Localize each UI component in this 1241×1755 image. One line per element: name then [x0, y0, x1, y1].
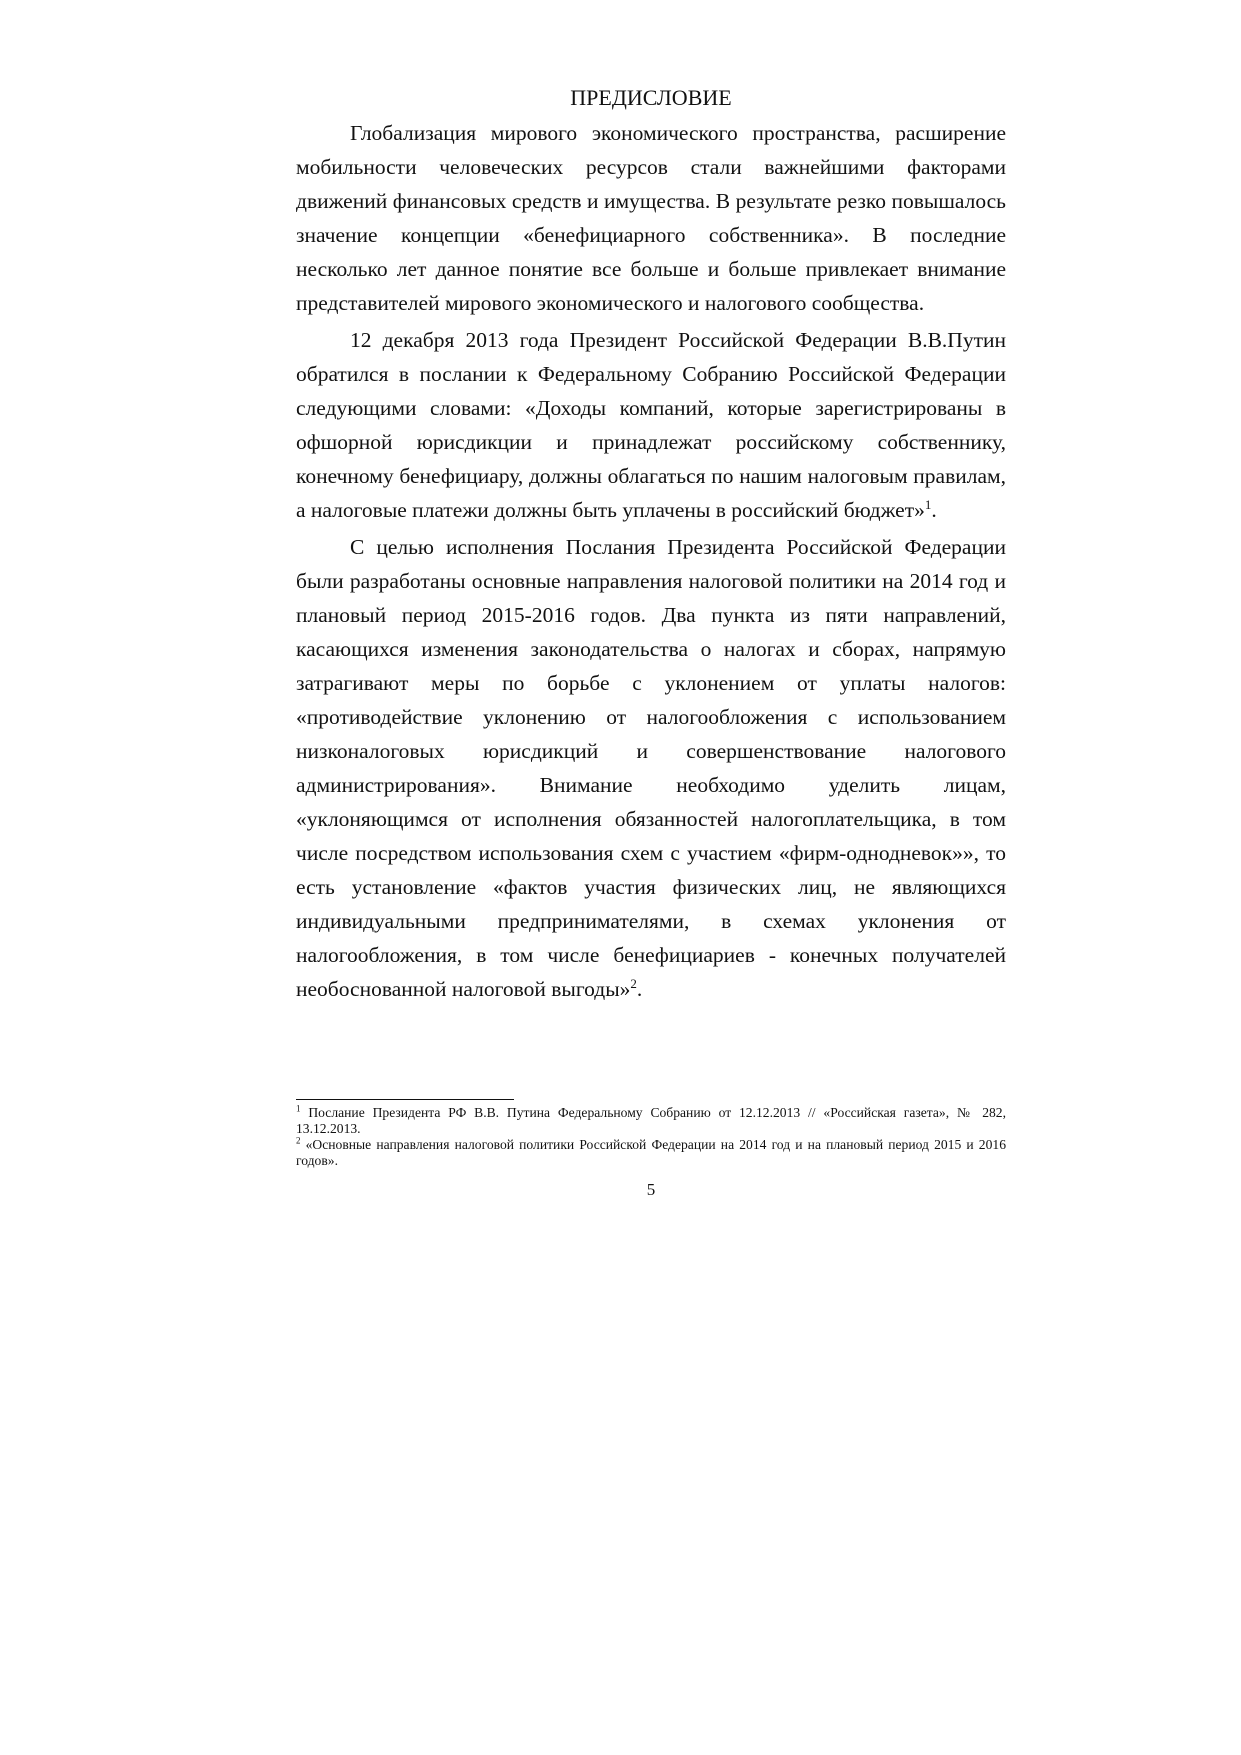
footnote-2 [296, 1137, 1006, 1169]
footnotes [296, 1105, 1006, 1169]
footnote-1-mark: 1 [296, 1103, 301, 1114]
paragraph-3 [296, 530, 1006, 1006]
body-text [296, 116, 1006, 1006]
paragraph-2 [296, 323, 1006, 527]
page-heading: ПРЕДИСЛОВИЕ [570, 85, 732, 110]
footnote-separator [296, 1099, 514, 1100]
paragraph-2-text: 12 декабря 2013 года Президент Российской Федерации В.В.Путин обратился в послании к Федеральному Собранию Российской Федерации следующими словами: «Доходы компаний, которые зарегистрированы в офшорной юрисдикции и принадлежат российскому собственнику, конечному бенефициару, должны облагаться по нашим налоговым правилам, а налоговые платежи должны быть уплачены в российский бюджет» [296, 328, 1006, 522]
paragraph-3-end: . [636, 977, 643, 1001]
paragraph-2-end: . [931, 498, 937, 522]
footnote-ref-2[interactable]: 2 [630, 975, 637, 991]
footnote-1-text: Послание Президента РФ В.В. Путина Федеральному Собранию от 12.12.2013 // «Российская газета», № 282, 13.12.2013. [296, 1105, 1006, 1136]
footnote-2-text: «Основные направления налоговой политики Российской Федерации на 2014 год и на плановый период 2015 и 2016 годов». [296, 1137, 1006, 1168]
page-number: 5 [646, 1180, 656, 1199]
footnote-ref-1[interactable]: 1 [924, 496, 932, 512]
footnote-2-mark: 2 [296, 1135, 301, 1146]
paragraph-1-text: Глобализация мирового экономического пространства, расширение мобильности человеческих ресурсов стали важнейшими факторами движений финансовых средств и имущества. В результате резко повышалось значение концепции «бенефициарного собственника». В последние несколько лет данное понятие все больше и больше привлекает внимание представителей мирового экономического и налогового сообщества. [296, 121, 1006, 315]
paragraph-3-text: С целью исполнения Послания Президента Российской Федерации были разработаны основные направления налоговой политики на 2014 год и плановый период 2015-2016 годов. Два пункта из пяти направлений, касающихся изменения законодательства о налогах и сборах, напрямую затрагивают меры по борьбе с уклонением от уплаты налогов: «противодействие уклонению от налогообложения с использованием низконалоговых юрисдикций и совершенствование налогового администрирования». Внимание необходимо уделить лицам, «уклоняющимся от исполнения обязанностей налогоплательщика, в том числе посредством использования схем с участием «фирм-однодневок»», то есть установление «фактов участия физических лиц, не являющихся индивидуальными предпринимателями, в схемах уклонения от налогообложения, в том числе бенефициариев - конечных получателей необоснованной налоговой выгоды» [296, 535, 1006, 1001]
footnote-1 [296, 1105, 1006, 1137]
paragraph-1 [296, 116, 1006, 320]
